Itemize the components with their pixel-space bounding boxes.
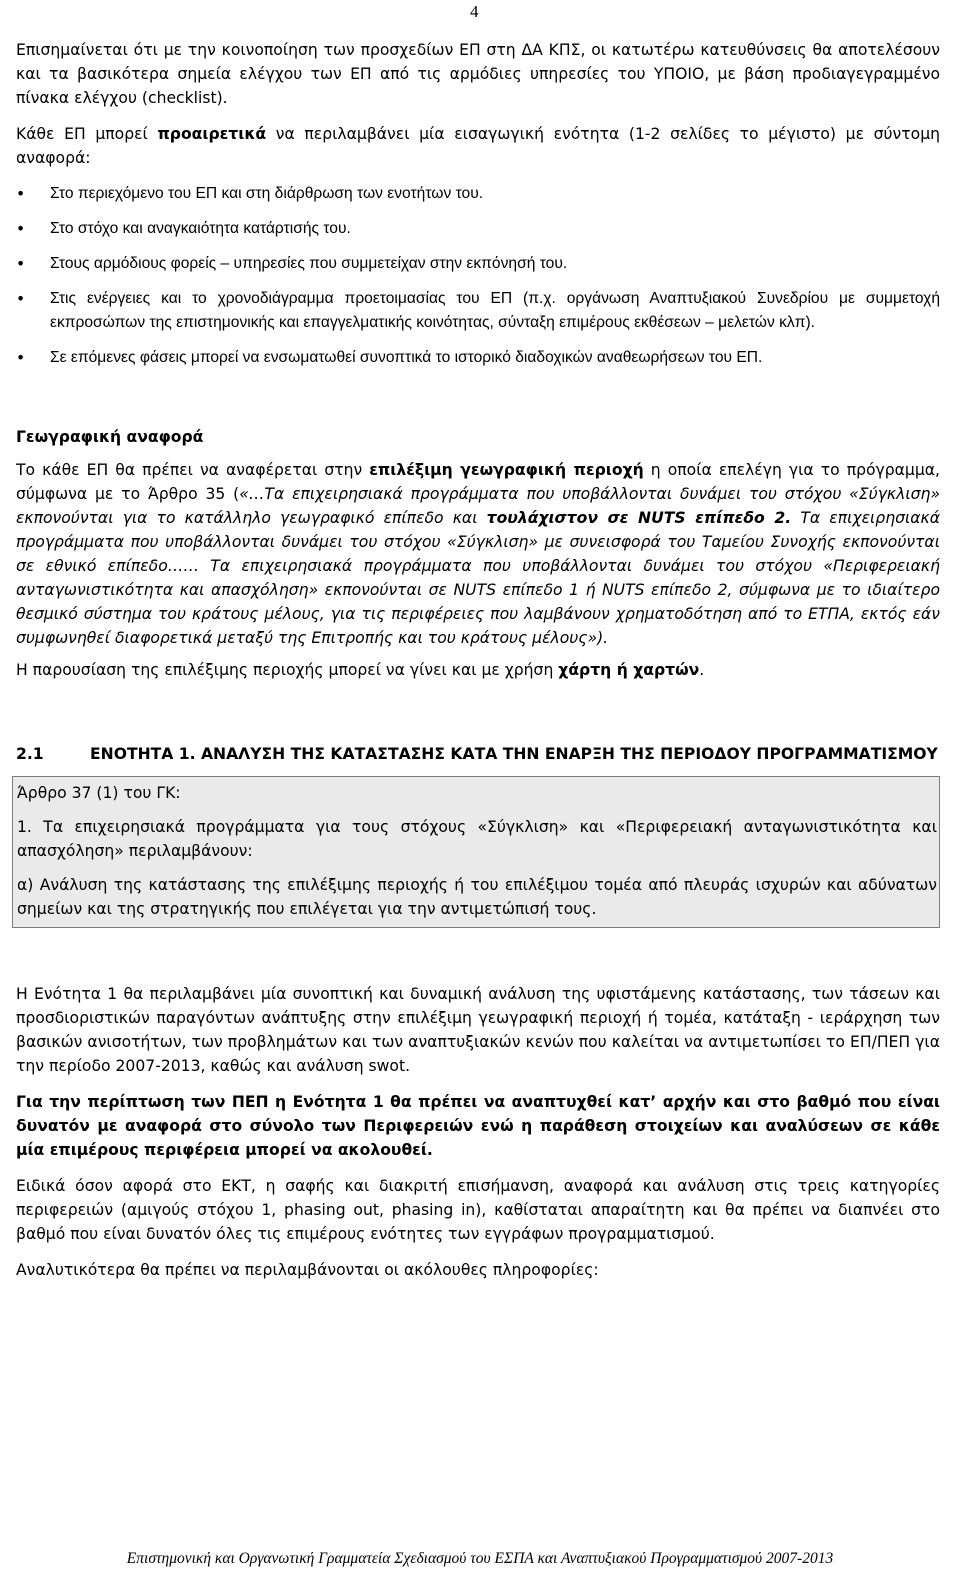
body-paragraph: Η Ενότητα 1 θα περιλαμβάνει μία συνοπτική και δυναμική ανάλυση της υφιστάμενης κατάστασης, των τάσεων και προσδιοριστικών παραγόντων ανάπτυξης στην επιλέξιμη γεωγραφική περιοχή ή τομέα, κατάταξη - ιεράρχηση των βασικών ανισοτήτων, των προβλημάτων και των αναπτυξιακών κενών που καλείται να αντιμετωπίσει το ΕΠ/ΠΕΠ για την περίοδο 2007-2013, καθώς και ανάλυση swot. <box>16 985 940 1075</box>
list-item: • Στις ενέργειες και το χρονοδιάγραμμα προετοιμασίας του ΕΠ (π.χ. οργάνωση Αναπτυξιακού Συνεδρίου με συμμετοχή εκπροσώπων της επιστημονικής και επαγγελματικής κοινότητας, σύνταξη επιμέρους εκθέσεων – μελετών κλπ). <box>16 287 940 335</box>
section-number: 2.1 <box>16 745 44 763</box>
intro-bullet-list <box>16 182 940 370</box>
list-item: • Στους αρμόδιους φορείς – υπηρεσίες που συμμετείχαν στην εκπόνησή του. <box>16 252 940 276</box>
body-paragraph: Αναλυτικότερα θα πρέπει να περιλαμβάνονται οι ακόλουθες πληροφορίες: <box>16 1261 599 1279</box>
page-footer: Επιστημονική και Οργανωτική Γραμματεία Σχεδιασμού του ΕΣΠΑ και Αναπτυξιακού Προγραμματισμού 2007-2013 <box>126 1550 834 1567</box>
body-paragraph: Ειδικά όσον αφορά στο ΕΚΤ, η σαφής και διακριτή επισήμανση, αναφορά και ανάλυση στις τρεις κατηγορίες περιφερειών (αμιγούς στόχου 1, phasing out, phasing in), καθίσταται απαραίτητη και θα πρέπει να διαπνέει στο βαθμό που είναι δυνατόν όλες τις επιμέρους ενότητες των εγγράφων προγραμματισμού. <box>16 1177 940 1243</box>
geo-paragraph: Το κάθε ΕΠ θα πρέπει να αναφέρεται στην επιλέξιμη γεωγραφική περιοχή η οποία επελέγη για το πρόγραμμα, σύμφωνα με το Άρθρο 35 («…Τα επιχειρησιακά προγράμματα που υποβάλλονται δυνάμει του στόχου «Σύγκλιση» εκπονούνται για το κατάλληλο γεωγραφικό επίπεδο και τουλάχιστον σε NUTS επίπεδο 2. Τα επιχειρησιακά προγράμματα που υποβάλλονται δυνάμει του στόχου «Σύγκλιση» με συνεισφορά του Ταμείου Συνοχής εκπονούνται σε εθνικό επίπεδο…… Τα επιχειρησιακά προγράμματα που υποβάλλονται δυνάμει του στόχου «Περιφερειακή ανταγωνιστικότητα και απασχόληση» εκπονούνται σε NUTS επίπεδο 1 ή NUTS επίπεδο 2, σύμφωνα με το ιδιαίτερο θεσμικό σύστημα του κράτους μέλους, για τις περιφέρειες που λαμβάνουν χρηματοδότηση από το ΕΤΠΑ, εκτός εάν συμφωνηθεί διαφορετικά μεταξύ της Επιτροπής και του κράτους μέλους»). <box>16 461 941 647</box>
regulation-box <box>12 776 940 928</box>
page-content <box>16 38 940 1282</box>
regulation-item: α) Ανάλυση της κατάστασης της επιλέξιμης περιοχής ή του επιλέξιμου τομέα από πλευράς ισχυρών και αδύνατων σημείων και της στρατηγικής που επιλέγεται για την αντιμετώπισή τους. <box>17 876 937 918</box>
body-bold-paragraph: Για την περίπτωση των ΠΕΠ η Ενότητα 1 θα πρέπει να αναπτυχθεί κατ’ αρχήν και στο βαθμό που είναι δυνατόν με αναφορά στο σύνολο των Περιφερειών ενώ η παράθεση στοιχείων και αναλύσεων σε κάθε μία επιμέρους περιφέρεια μπορεί να ακολουθεί. <box>16 1093 940 1159</box>
list-item: • Σε επόμενες φάσεις μπορεί να ενσωματωθεί συνοπτικά το ιστορικό διαδοχικών αναθεωρήσεων του ΕΠ. <box>16 346 940 370</box>
section-heading <box>16 742 940 766</box>
list-item: • Στο περιεχόμενο του ΕΠ και στη διάρθρωση των ενοτήτων του. <box>16 182 940 206</box>
geo-map-paragraph: Η παρουσίαση της επιλέξιμης περιοχής μπορεί να γίνει και με χρήση χάρτη ή χαρτών. <box>16 661 705 679</box>
intro-optional-paragraph: Κάθε ΕΠ μπορεί προαιρετικά να περιλαμβάνει μία εισαγωγική ενότητα (1-2 σελίδες το μέγιστο) με σύντομη αναφορά: <box>16 125 940 167</box>
intro-paragraph: Επισημαίνεται ότι με την κοινοποίηση των προσχεδίων ΕΠ στη ΔΑ ΚΠΣ, οι κατωτέρω κατευθύνσεις θα αποτελέσουν και τα βασικότερα σημεία ελέγχου των ΕΠ από τις αρμόδιες υπηρεσίες του ΥΠΟΙΟ, με βάση προδιαγεγραμμένο πίνακα ελέγχου (checklist). <box>16 41 940 107</box>
page-number: 4 <box>470 2 479 21</box>
list-item: • Στο στόχο και αναγκαιότητα κατάρτισής του. <box>16 217 940 241</box>
regulation-clause: 1. Τα επιχειρησιακά προγράμματα για τους στόχους «Σύγκλιση» και «Περιφερειακή ανταγωνιστικότητα και απασχόληση» περιλαμβάνουν: <box>17 818 937 860</box>
section-title: ΕΝΟΤΗΤΑ 1. ΑΝΑΛΥΣΗ ΤΗΣ ΚΑΤΑΣΤΑΣΗΣ ΚΑΤΑ ΤΗΝ ΕΝΑΡΞΗ ΤΗΣ ΠΕΡΙΟΔΟΥ ΠΡΟΓΡΑΜΜΑΤΙΣΜΟΥ <box>90 745 938 763</box>
regulation-article: Άρθρο 37 (1) του ΓΚ: <box>17 784 181 802</box>
optional-emphasis: προαιρετικά <box>157 125 267 143</box>
geo-heading: Γεωγραφική αναφορά <box>16 428 204 446</box>
